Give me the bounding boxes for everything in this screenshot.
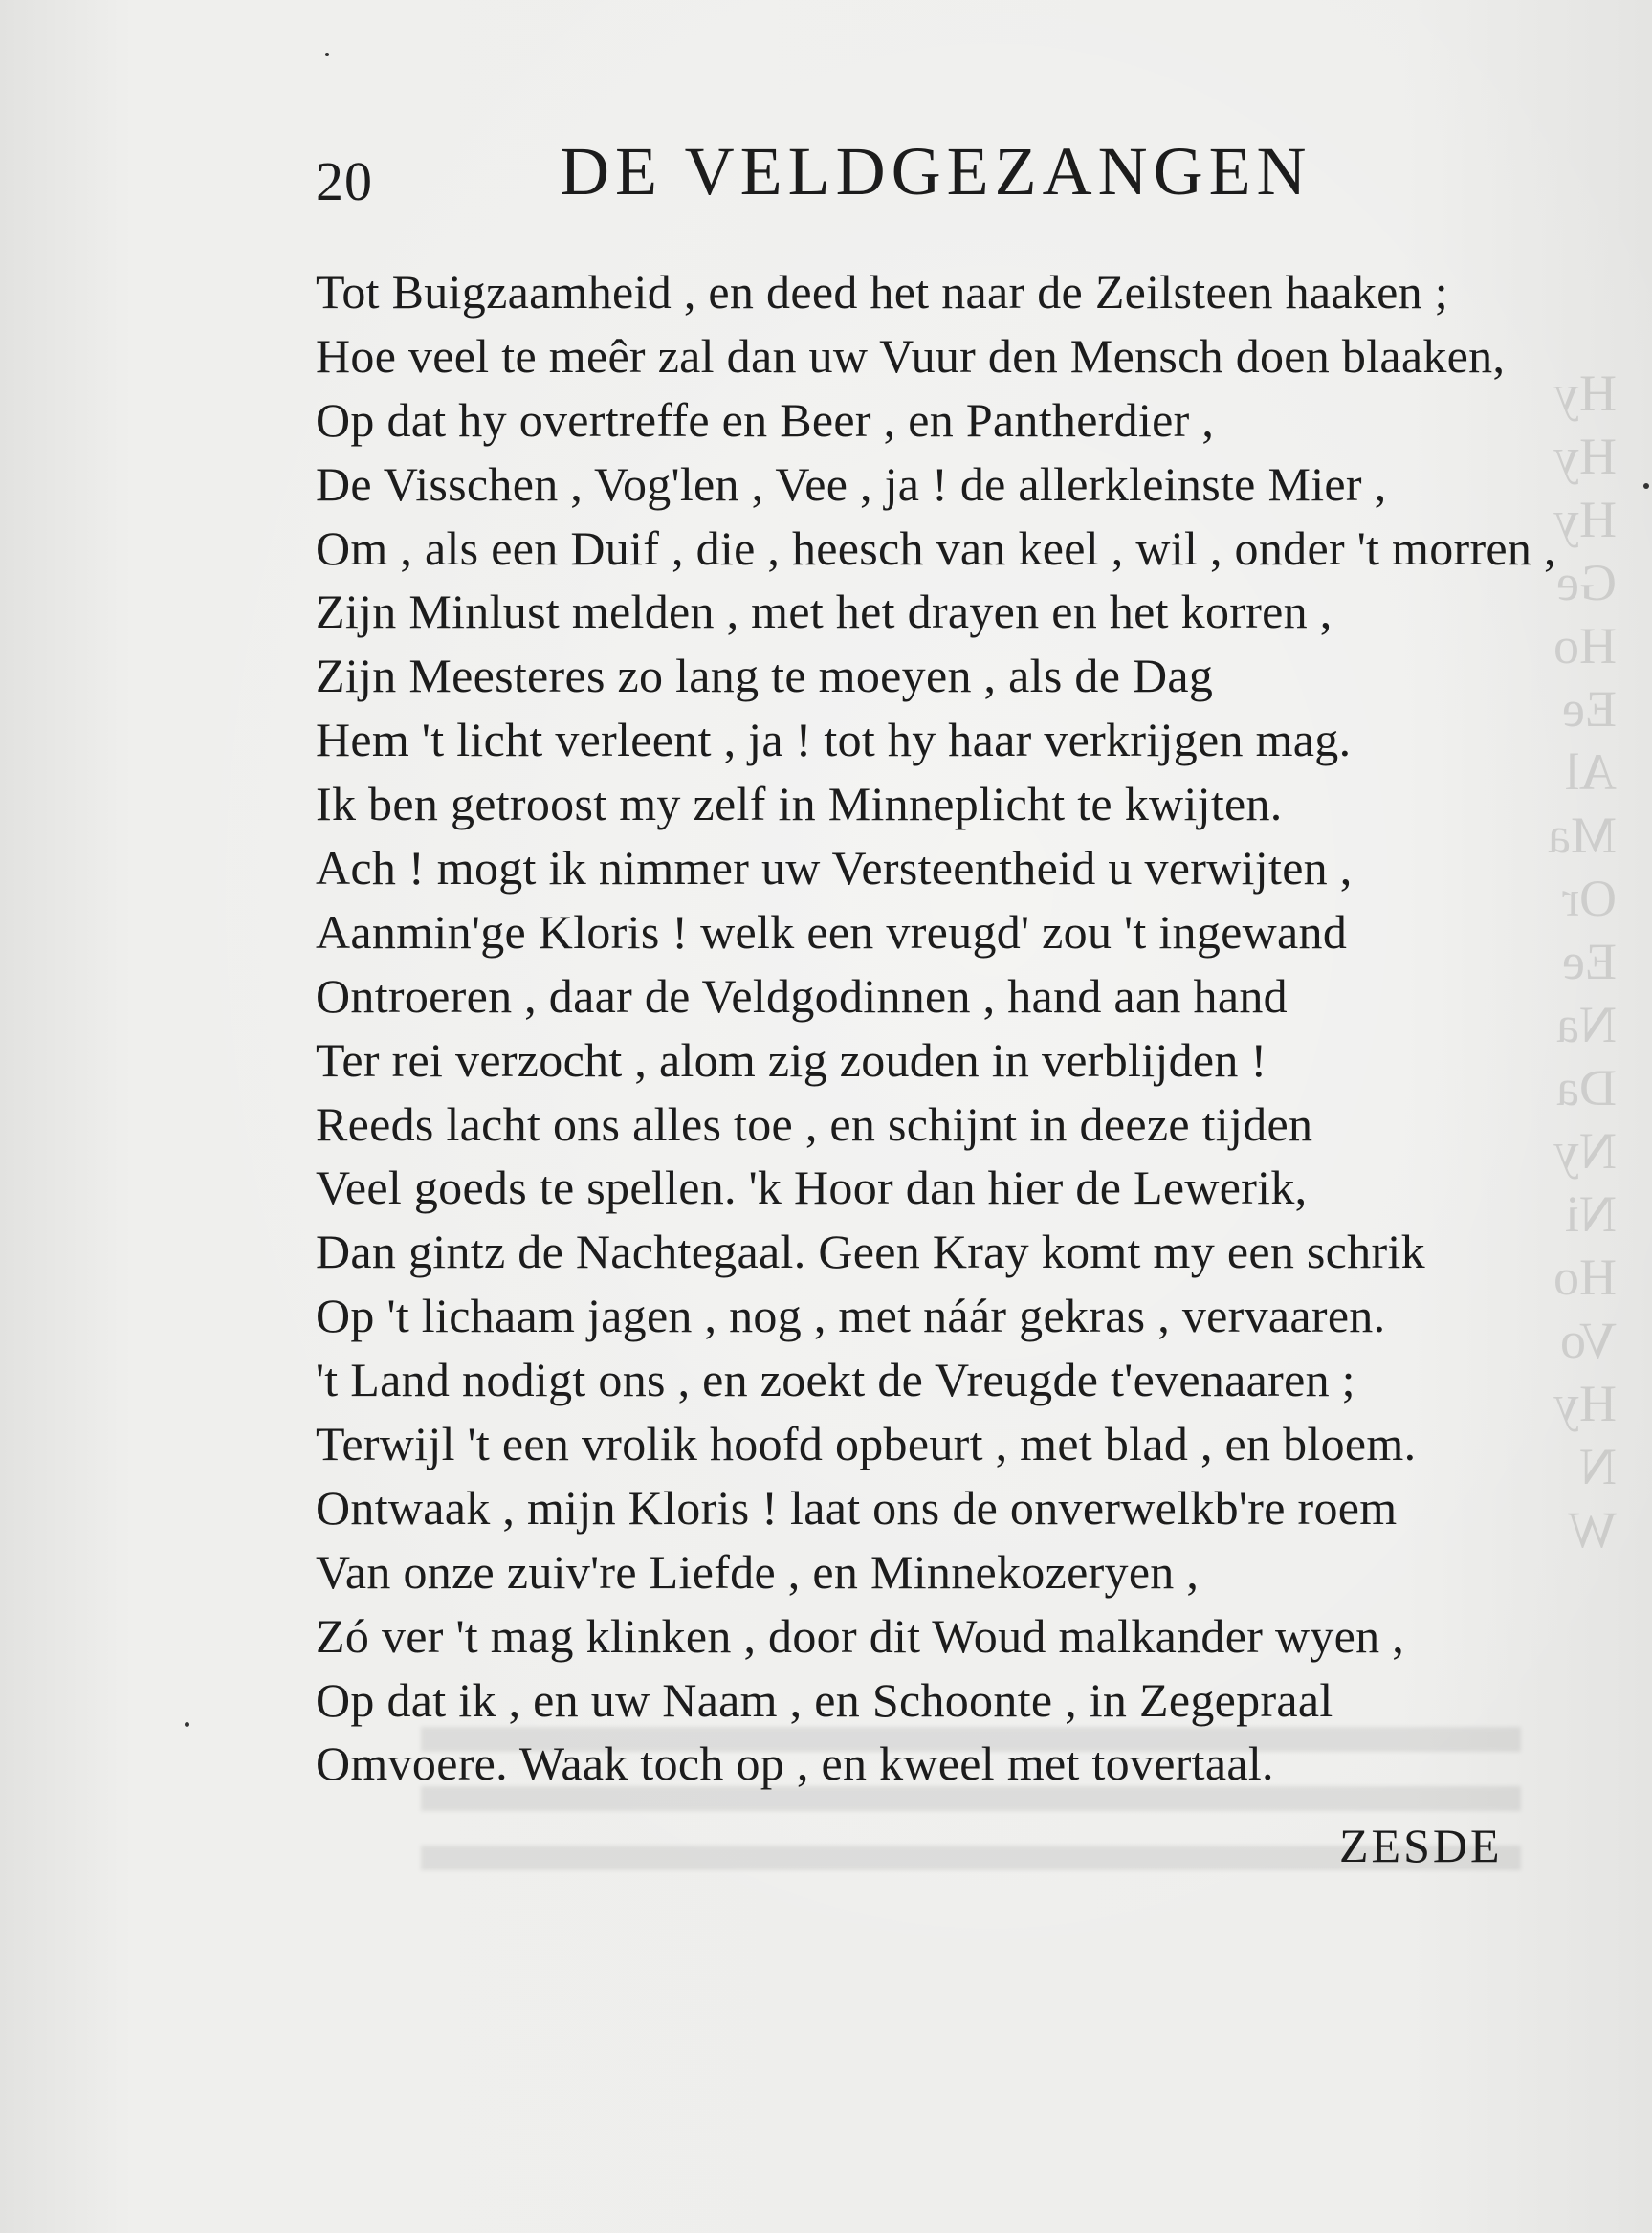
poem-line: Op dat ik , en uw Naam , en Schoonte , in Zegepraal: [316, 1672, 1333, 1727]
poem-line: Zó ver 't mag klinken , door dit Woud malkander wyen ,: [316, 1608, 1405, 1663]
show-through-text: Hy Hy Hy Ge Ho Ee Al Ma Or Ee Na Da Ny Ni Ho Vo Hy N W: [1548, 365, 1617, 1559]
poem-line: Terwijl 't een vrolik hoofd opbeurt , met blad , en bloem.: [316, 1417, 1417, 1471]
page-header: [316, 132, 1330, 218]
poem-line: Omvoere. Waak toch op , en kweel met tovertaal.: [316, 1736, 1274, 1791]
poem-line: Ter rei verzocht , alom zig zouden in verblijden !: [316, 1032, 1267, 1087]
poem-line: Zijn Minlust melden , met het drayen en het korren ,: [316, 585, 1333, 639]
poem-line: Ontroeren , daar de Veldgodinnen , hand aan hand: [316, 968, 1288, 1023]
poem-line: 't Land nodigt ons , en zoekt de Vreugde t'evenaaren ;: [316, 1353, 1355, 1407]
poem-line: Ontwaak , mijn Kloris ! laat ons de onverwelkb're roem: [316, 1480, 1398, 1535]
poem-line: Zijn Meesteres zo lang te moeyen , als de Dag: [316, 649, 1214, 703]
poem-line: Hoe veel te meêr zal dan uw Vuur den Mensch doen blaaken,: [316, 328, 1506, 383]
running-title: DE VELDGEZANGEN: [560, 133, 1312, 210]
ink-speck: [325, 53, 329, 56]
poem-line: Ach ! mogt ik nimmer uw Versteentheid u verwijten ,: [316, 841, 1353, 895]
poem-line: Ik ben getroost my zelf in Minneplicht te kwijten.: [316, 777, 1283, 831]
ink-speck: [1643, 483, 1649, 489]
poem-line: De Visschen , Vog'len , Vee , ja ! de allerkleinste Mier ,: [316, 456, 1387, 511]
poem-line: Hem 't licht verleent , ja ! tot hy haar verkrijgen mag.: [316, 713, 1352, 767]
catchword: ZESDE: [1339, 1819, 1503, 1872]
poem-line: Van onze zuiv're Liefde , en Minnekozeryen ,: [316, 1544, 1200, 1599]
poem-line: Reeds lacht ons alles toe , en schijnt in deeze tijden: [316, 1096, 1313, 1151]
page-number: 20: [316, 150, 373, 212]
poem-line: Dan gintz de Nachtegaal. Geen Kray komt my een schrik: [316, 1225, 1425, 1279]
poem-line: Veel goeds te spellen. 'k Hoor dan hier de Lewerik,: [316, 1161, 1308, 1215]
poem-line: Op 't lichaam jagen , nog , met náár gekras , vervaaren.: [316, 1289, 1386, 1343]
poem-line: Aanmin'ge Kloris ! welk een vreugd' zou 't ingewand: [316, 904, 1348, 959]
poem-line: Tot Buigzaamheid , en deed het naar de Zeilsteen haaken ;: [316, 265, 1448, 319]
poem-line: Op dat hy overtreffe en Beer , en Pantherdier ,: [316, 392, 1215, 447]
poem-text: [316, 260, 1559, 1796]
ink-speck: [185, 1722, 189, 1727]
poem-line: Om , als een Duif , die , heesch van keel , wil , onder 't morren ,: [316, 520, 1556, 575]
